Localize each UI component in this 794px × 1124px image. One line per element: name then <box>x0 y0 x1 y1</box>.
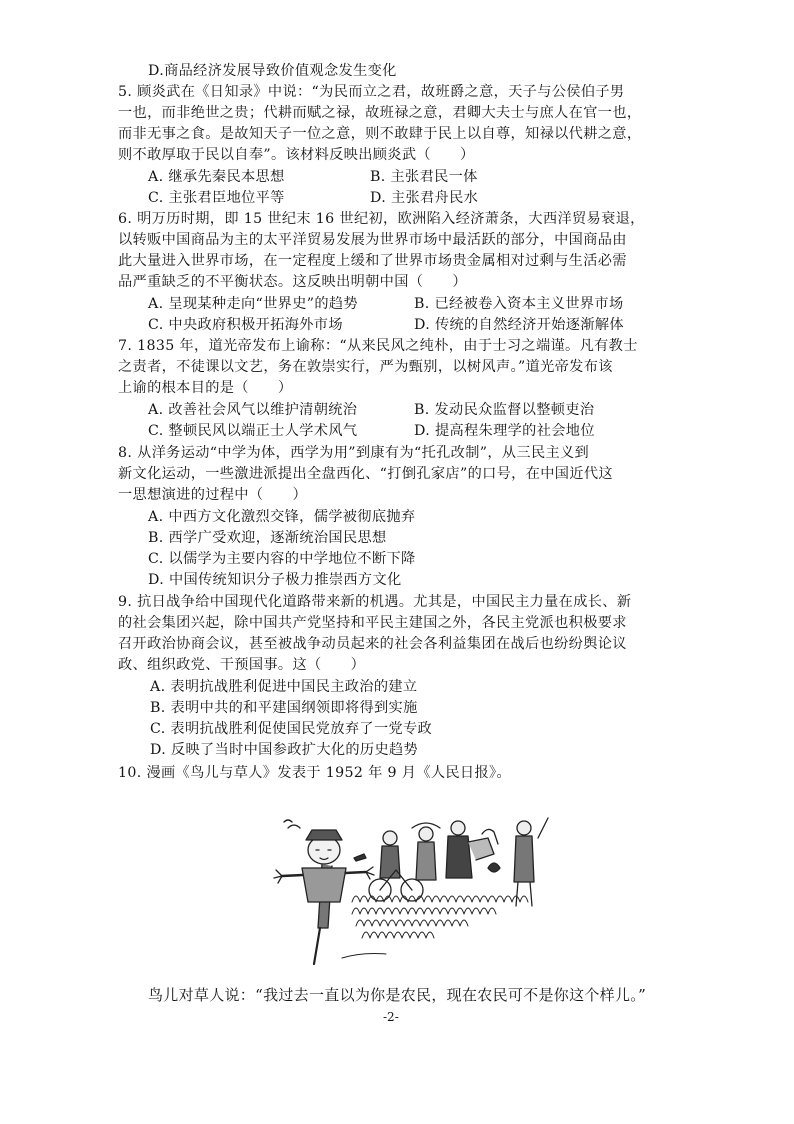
text-line: B. 发动民众监督以整顿吏治 <box>414 402 595 418</box>
text-line: C. 主张君臣地位平等 <box>148 190 285 206</box>
text-line: B. 西学广受欢迎，逐渐统治国民思想 <box>148 530 387 546</box>
text-line: 一也，而非绝世之贵；代耕而赋之禄，故班禄之意，君卿大夫士与庶人在官一也， <box>118 105 642 121</box>
cartoon-illustration <box>262 798 552 966</box>
text-line: 则不敢厚取于民以自奉”。该材料反映出顾炎武（ ） <box>118 147 475 163</box>
text-line: 7. 1835 年，道光帝发布上谕称：“从来民风之纯朴，由于士习之端谨。凡有教士 <box>118 338 638 354</box>
text-line: C. 以儒学为主要内容的中学地位不断下降 <box>148 551 416 567</box>
text-line: 8. 从洋务运动“中学为体，西学为用”到康有为“托孔改制”，从三民主义到 <box>118 445 590 461</box>
text-line: A. 继承先秦民本思想 <box>148 169 285 185</box>
text-line: 一思想演进的过程中（ ） <box>118 487 307 503</box>
text-line: 召开政治协商会议，甚至被战争动员起来的社会各利益集团在战后也纷纷舆论议 <box>118 636 627 652</box>
text-line: B. 表明中共的和平建国纲领即将得到实施 <box>150 700 418 716</box>
text-line: D. 主张君舟民水 <box>370 190 479 206</box>
cartoon-caption: 鸟儿对草人说：“我过去一直以为你是农民，现在农民可不是你这个样儿。” <box>148 986 647 1004</box>
page-number: -2- <box>383 1010 399 1024</box>
text-line: C. 整顿民风以端正士人学术风气 <box>148 423 358 439</box>
text-line: 品严重缺乏的不平衡状态。这反映出明朝中国（ ） <box>118 274 467 290</box>
text-line: A. 中西方文化激烈交锋，儒学被彻底抛弃 <box>148 509 416 525</box>
text-line: 新文化运动，一些激进派提出全盘西化、“打倒孔家店”的口号，在中国近代这 <box>118 466 613 482</box>
text-line: 5. 顾炎武在《日知录》中说：“为民而立之君，故班爵之意，天子与公侯伯子男 <box>118 84 625 100</box>
wheat-field <box>342 896 528 958</box>
text-line: D. 反映了当时中国参政扩大化的历史趋势 <box>150 742 419 758</box>
text-line: B. 已经被卷入资本主义世界市场 <box>414 296 624 312</box>
text-line: 9. 抗日战争给中国现代化道路带来新的机遇。尤其是，中国民主力量在成长、新 <box>118 594 632 610</box>
text-line: 以转贩中国商品为主的太平洋贸易发展为世界市场中最活跃的部分，中国商品由 <box>118 232 627 248</box>
scarecrow-figure <box>274 820 374 964</box>
text-line: D. 提高程朱理学的社会地位 <box>414 423 595 439</box>
text-line: 政、组织政党、干预国事。这（ ） <box>118 657 366 673</box>
farmers-group <box>369 818 548 906</box>
text-line: 而非无事之食。是故知天子一位之意，则不敢肆于民上以自尊，知禄以代耕之意， <box>118 126 642 142</box>
text-line: 的社会集团兴起，除中国共产党坚持和平民主建国之外，各民主党派也积极要求 <box>118 615 627 631</box>
text-line: D. 传统的自然经济开始逐渐解体 <box>414 317 624 333</box>
text-line: D. 中国传统知识分子极力推崇西方文化 <box>148 572 402 588</box>
text-line: A. 呈现某种走向“世界史”的趋势 <box>148 296 358 312</box>
text-line: A. 表明抗战胜利促进中国民主政治的建立 <box>150 679 418 695</box>
text-line: 10. 漫画《鸟儿与草人》发表于 1952 年 9 月《人民日报》。 <box>118 765 511 781</box>
text-line: C. 中央政府积极开拓海外市场 <box>148 317 343 333</box>
text-line: D.商品经济发展导致价值观念发生变化 <box>148 63 397 79</box>
text-line: 上谕的根本目的是（ ） <box>118 380 293 396</box>
text-line: 之责者，不徒课以文艺，务在敦崇实行，严为甄别，以树风声。”道光帝发布该 <box>118 359 613 375</box>
text-line: B. 主张君民一体 <box>370 169 478 185</box>
text-line: 6. 明万历时期，即 15 世纪末 16 世纪初，欧洲陷入经济萧条，大西洋贸易衰退， <box>118 211 645 227</box>
text-line: C. 表明抗战胜利促使国民党放弃了一党专政 <box>150 721 433 737</box>
text-line: A. 改善社会风气以维护清朝统治 <box>148 402 358 418</box>
text-line: 此大量进入世界市场，在一定程度上缓和了世界市场贵金属相对过剩与生活必需 <box>118 253 627 269</box>
